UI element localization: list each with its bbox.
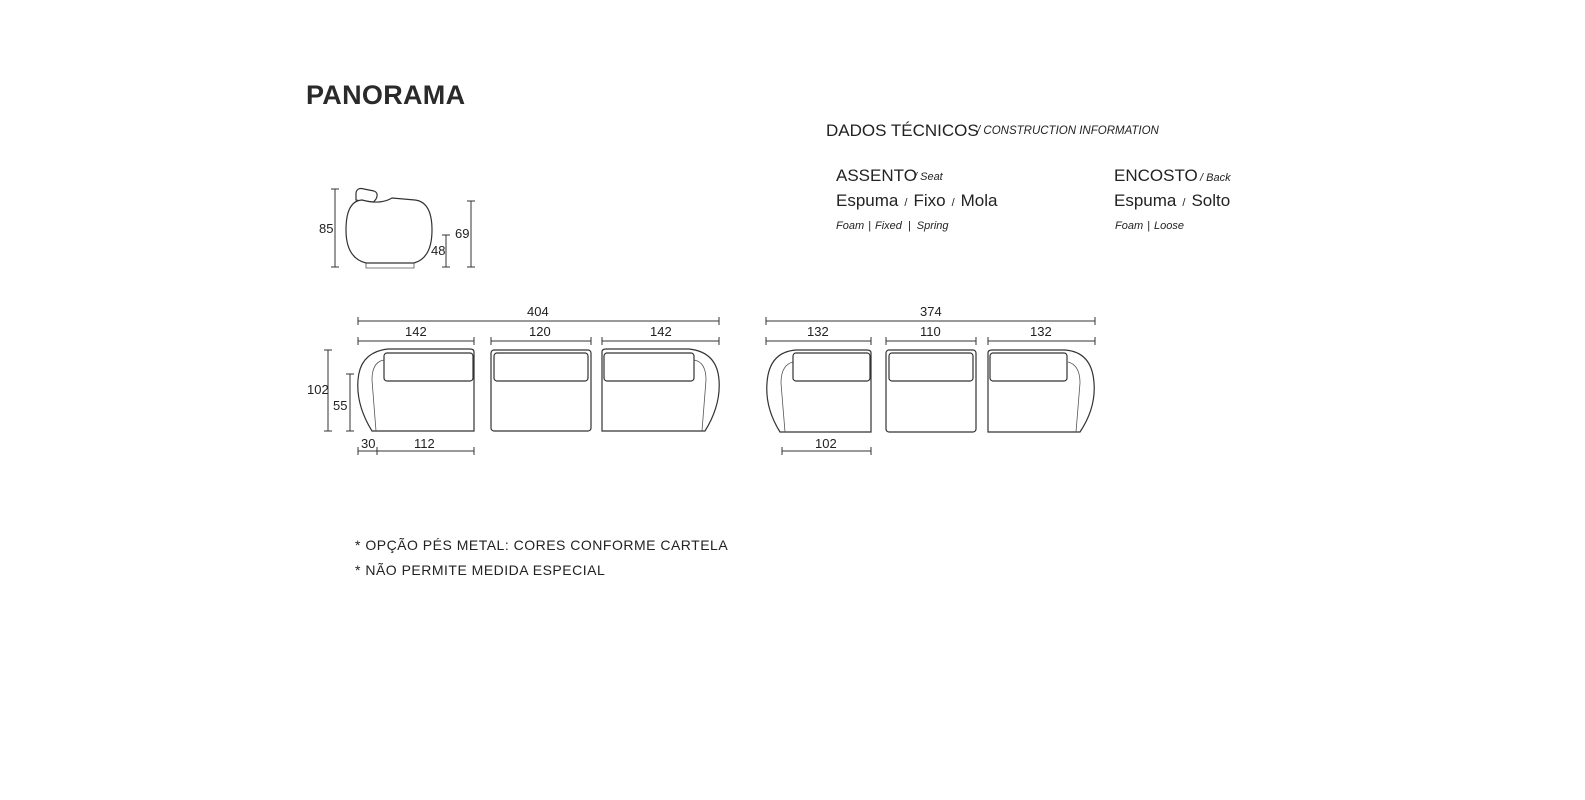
dim-label-sofa2-module-1: 132 (807, 324, 829, 339)
side-view-body (346, 198, 432, 263)
dim-label-sofa1-seat-width: 112 (414, 436, 435, 451)
seat-english-separator: | (907, 220, 911, 232)
dim-label-sofa2-module-3: 132 (1030, 324, 1052, 339)
back-english-foam: Foam (1115, 220, 1144, 232)
dim-label-sofa2-module-2: 110 (920, 324, 941, 339)
back-material-loose: Solto (1191, 191, 1231, 210)
sofa2-right-module (988, 350, 1094, 432)
seat-material-foam: Espuma (836, 191, 899, 210)
side-view-base (366, 263, 414, 268)
sofa1-left-back-cushion (384, 353, 473, 381)
dim-label-sofa2-seat-width: 102 (815, 436, 837, 451)
seat-subheading: / Seat (914, 171, 943, 183)
note-no-custom-size: * NÃO PERMITE MEDIDA ESPECIAL (355, 562, 606, 578)
sofa1-middle-back-cushion (494, 353, 588, 381)
technical-data-heading: DADOS TÉCNICOS (826, 121, 979, 140)
dim-label-sofa1-module-3: 142 (650, 324, 672, 339)
seat-material-fixed: Fixo (913, 191, 946, 210)
seat-english-fixed: Fixed (874, 220, 902, 232)
seat-heading: ASSENTO (836, 166, 917, 185)
seat-english-foam: Foam (836, 220, 865, 232)
sofa1-right-module (602, 349, 719, 431)
seat-material-separator: / (904, 197, 908, 209)
dim-label-sofa1-arm-width: 30 (361, 436, 376, 451)
back-material-foam: Espuma (1114, 191, 1177, 210)
dim-label-seat-height: 48 (431, 243, 446, 258)
sofa2-right-back-cushion (990, 353, 1067, 381)
seat-english-separator: | (868, 220, 871, 232)
sofa1-left-module (358, 349, 474, 431)
seat-material-spring: Mola (960, 191, 998, 210)
dim-label-sofa2-total: 374 (920, 304, 942, 319)
back-subheading: / Back (1200, 172, 1231, 184)
sofa2-middle-module (886, 350, 976, 432)
back-heading: ENCOSTO (1114, 166, 1198, 185)
dim-label-sofa1-module-1: 142 (405, 324, 427, 339)
sofa2-left-module (767, 350, 871, 432)
dim-label-sofa1-total: 404 (527, 304, 549, 319)
sofa2-left-back-cushion (793, 353, 870, 381)
back-material-separator: / (1182, 197, 1186, 209)
seat-english-spring: Spring (916, 220, 949, 232)
dim-label-sofa1-module-2: 120 (529, 324, 551, 339)
sofa2-middle-back-cushion (889, 353, 973, 381)
side-view-drawing (346, 189, 432, 269)
dim-label-arm-height: 69 (455, 226, 470, 241)
back-english-loose: Loose (1153, 220, 1184, 232)
sofa1-right-back-cushion (604, 353, 694, 381)
dim-label-sofa1-arm-depth: 55 (333, 398, 348, 413)
technical-data-subheading: / CONSTRUCTION INFORMATION (977, 125, 1159, 137)
dim-label-sofa1-depth: 102 (307, 382, 329, 397)
sofa1-middle-module (491, 350, 591, 431)
seat-material-separator: / (951, 197, 955, 209)
back-english-separator: | (1147, 220, 1150, 232)
page-title: PANORAMA (306, 80, 466, 110)
dim-label-total-height: 85 (319, 221, 334, 236)
note-metal-feet: * OPÇÃO PÉS METAL: CORES CONFORME CARTELA (355, 537, 729, 553)
